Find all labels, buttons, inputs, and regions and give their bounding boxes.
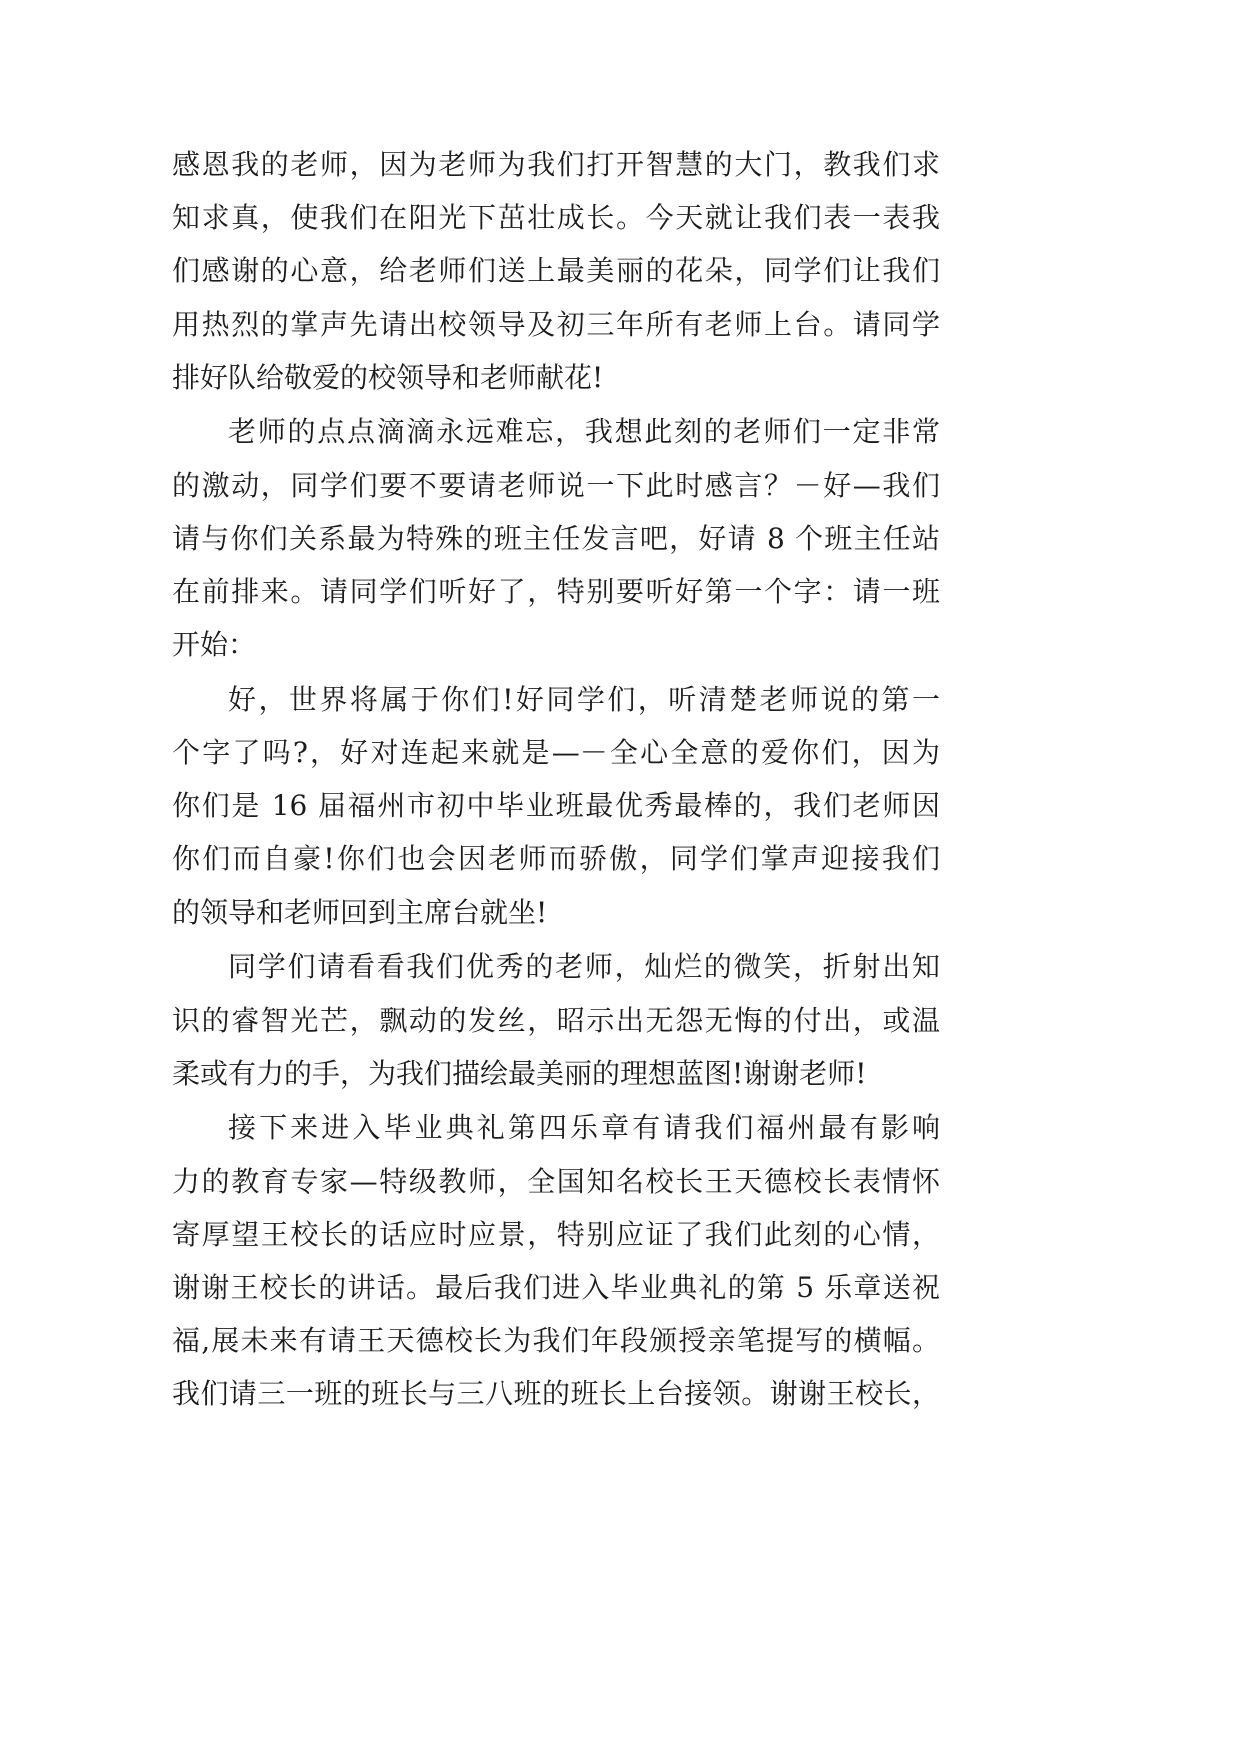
- paragraph: [172, 1101, 940, 1420]
- text-line: 你们而自豪!你们也会因老师而骄傲，同学们掌声迎接我们: [172, 842, 940, 876]
- paragraph: [172, 138, 940, 404]
- text-line: 寄厚望王校长的话应时应景，特别应证了我们此刻的心情，: [172, 1217, 940, 1251]
- text-line: 的激动，同学们要不要请老师说一下此时感言？－好—我们: [172, 468, 940, 502]
- paragraph: [172, 940, 940, 1100]
- text-line: 好，世界将属于你们!好同学们，听清楚老师说的第一: [228, 682, 940, 716]
- text-line: 排好队给敬爱的校领导和老师献花!: [172, 360, 604, 394]
- text-line: 识的睿智光芒，飘动的发丝，昭示出无怨无悔的付出，或温: [172, 1003, 940, 1037]
- text-line: 开始：: [172, 628, 257, 662]
- text-line: 用热烈的掌声先请出校领导及初三年所有老师上台。请同学: [172, 307, 940, 341]
- text-line: 柔或有力的手，为我们描绘最美丽的理想蓝图!谢谢老师!: [172, 1056, 867, 1090]
- text-line: 同学们请看看我们优秀的老师，灿烂的微笑，折射出知: [228, 950, 940, 984]
- text-line: 老师的点点滴滴永远难忘，我想此刻的老师们一定非常: [228, 415, 940, 449]
- text-line: 福,展未来有请王天德校长为我们年段颁授亲笔提写的横幅。: [172, 1324, 940, 1358]
- text-line: 谢谢王校长的讲话。最后我们进入毕业典礼的第 5 乐章送祝: [172, 1270, 940, 1304]
- text-line: 你们是 16 届福州市初中毕业班最优秀最棒的，我们老师因: [172, 789, 940, 823]
- text-line: 个字了吗?，好对连起来就是—－全心全意的爱你们，因为: [172, 736, 940, 770]
- paragraph: [172, 405, 940, 671]
- text-line: 知求真，使我们在阳光下茁壮成长。今天就让我们表一表我: [172, 201, 940, 235]
- text-line: 接下来进入毕业典礼第四乐章有请我们福州最有影响: [228, 1111, 940, 1145]
- text-line: 的领导和老师回到主席台就坐!: [172, 895, 548, 929]
- text-line: 请与你们关系最为特殊的班主任发言吧，好请 8 个班主任站: [172, 521, 940, 555]
- text-line: 们感谢的心意，给老师们送上最美丽的花朵，同学们让我们: [172, 254, 940, 288]
- document-body: [172, 138, 940, 1422]
- text-line: 在前排来。请同学们听好了，特别要听好第一个字：请一班: [172, 575, 940, 608]
- text-line: 我们请三一班的班长与三八班的班长上台接领。谢谢王校长，: [172, 1377, 940, 1411]
- text-line: 感恩我的老师，因为老师为我们打开智慧的大门，教我们求: [172, 148, 940, 181]
- text-line: 力的教育专家—特级教师，全国知名校长王天德校长表情怀: [172, 1164, 940, 1198]
- paragraph: [172, 673, 940, 939]
